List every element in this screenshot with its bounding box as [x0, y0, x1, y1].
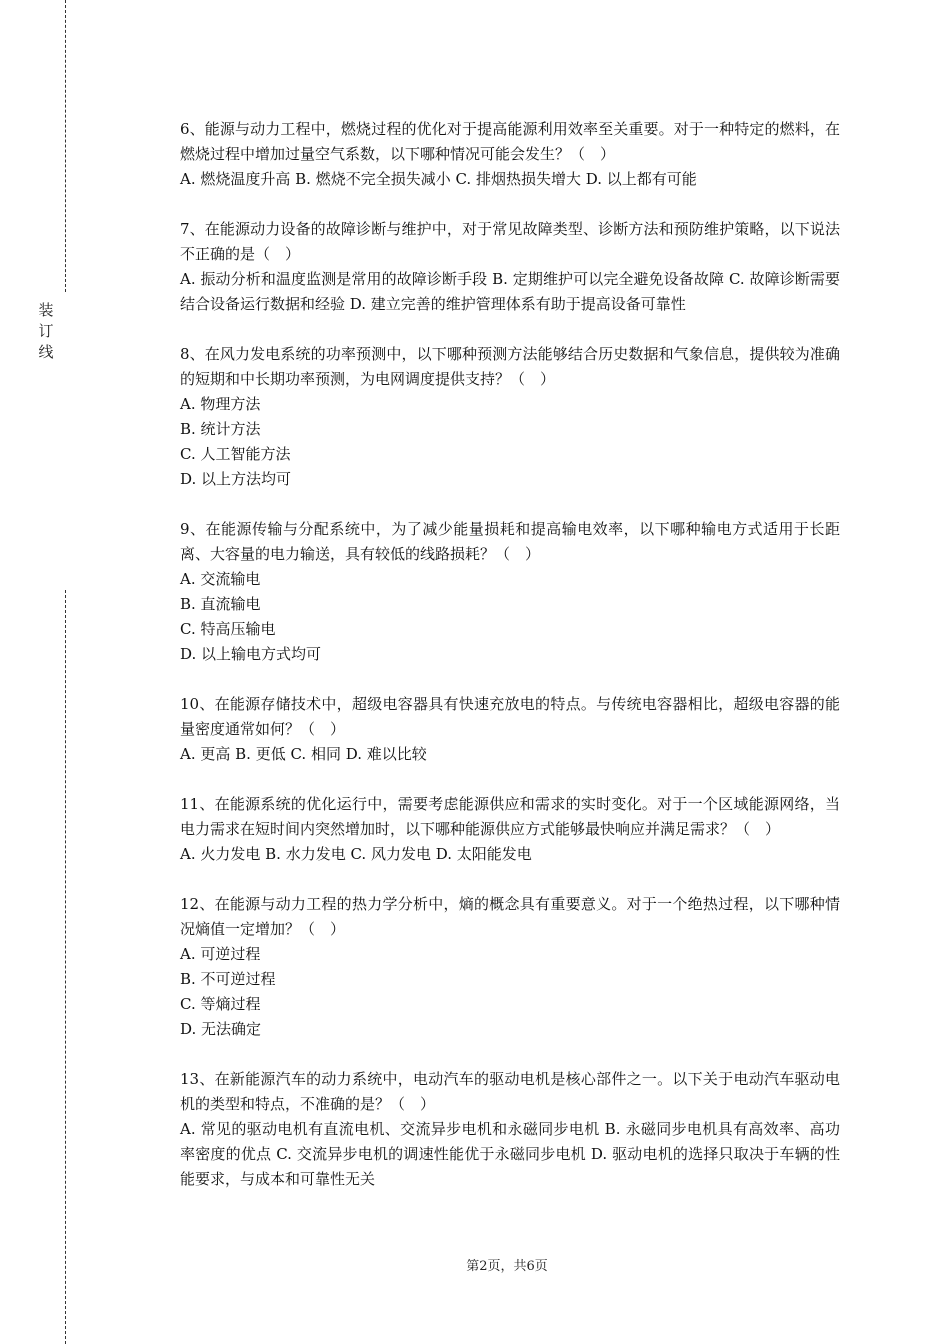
question-stem: 8、在风力发电系统的功率预测中，以下哪种预测方法能够结合历史数据和气象信息，提供较为准确的短期和中长期功率预测，为电网调度提供支持？（ ）: [180, 345, 840, 388]
question-options: A. 燃烧温度升高 B. 燃烧不完全损失减小 C. 排烟热损失增大 D. 以上都有可能: [180, 170, 697, 188]
option-d: D. 以上输电方式均可: [180, 645, 322, 663]
question-7: [180, 217, 840, 317]
question-options: A. 更高 B. 更低 C. 相同 D. 难以比较: [180, 745, 427, 763]
question-stem: 10、在能源存储技术中，超级电容器具有快速充放电的特点。与传统电容器相比，超级电容器的能量密度通常如何？（ ）: [180, 695, 840, 738]
question-options: A. 火力发电 B. 水力发电 C. 风力发电 D. 太阳能发电: [180, 845, 532, 863]
question-6: [180, 117, 840, 192]
question-stem: 13、在新能源汽车的动力系统中，电动汽车的驱动电机是核心部件之一。以下关于电动汽车驱动电机的类型和特点，不准确的是？（ ）: [180, 1070, 840, 1113]
option-a: A. 交流输电: [180, 570, 261, 588]
binding-char: 装: [38, 301, 54, 319]
question-10: [180, 692, 840, 767]
question-list: [180, 117, 840, 1217]
question-13: [180, 1067, 840, 1192]
option-a: A. 可逆过程: [180, 945, 261, 963]
page-number: 第2页，共6页: [466, 1259, 548, 1274]
question-stem: 12、在能源与动力工程的热力学分析中，熵的概念具有重要意义。对于一个绝热过程，以下哪种情况熵值一定增加？（ ）: [180, 895, 840, 938]
question-stem: 9、在能源传输与分配系统中，为了减少能量损耗和提高输电效率，以下哪种输电方式适用于长距离、大容量的电力输送，具有较低的线路损耗？（ ）: [180, 520, 840, 563]
option-c: C. 等熵过程: [180, 995, 261, 1013]
binding-char: 订: [38, 322, 54, 340]
binding-label: [36, 300, 56, 363]
binding-char: 线: [38, 343, 54, 361]
option-b: B. 直流输电: [180, 595, 261, 613]
question-stem: 7、在能源动力设备的故障诊断与维护中，对于常见故障类型、诊断方法和预防维护策略，以下说法不正确的是（ ）: [180, 220, 840, 263]
question-stem: 11、在能源系统的优化运行中，需要考虑能源供应和需求的实时变化。对于一个区域能源网络，当电力需求在短时间内突然增加时，以下哪种能源供应方式能够最快响应并满足需求？（ ）: [180, 795, 840, 838]
binding-line-bottom: [65, 590, 66, 1344]
option-d: D. 无法确定: [180, 1020, 262, 1038]
binding-line-top: [65, 0, 66, 292]
option-a: A. 物理方法: [180, 395, 261, 413]
question-12: [180, 892, 840, 1042]
question-9: [180, 517, 840, 667]
option-c: C. 特高压输电: [180, 620, 276, 638]
question-11: [180, 792, 840, 867]
question-options: A. 常见的驱动电机有直流电机、交流异步电机和永磁同步电机 B. 永磁同步电机具有高效率、高功率密度的优点 C. 交流异步电机的调速性能优于永磁同步电机 D. 驱动电机的选择只取决于车辆的性能要求，与成本和可靠性无关: [180, 1120, 840, 1188]
question-stem: 6、能源与动力工程中，燃烧过程的优化对于提高能源利用效率至关重要。对于一种特定的燃料，在燃烧过程中增加过量空气系数，以下哪种情况可能会发生？（ ）: [180, 120, 840, 163]
question-options: A. 振动分析和温度监测是常用的故障诊断手段 B. 定期维护可以完全避免设备故障 C. 故障诊断需要结合设备运行数据和经验 D. 建立完善的维护管理体系有助于提高设备可靠性: [180, 270, 840, 313]
option-b: B. 不可逆过程: [180, 970, 276, 988]
question-8: [180, 342, 840, 492]
option-c: C. 人工智能方法: [180, 445, 291, 463]
option-b: B. 统计方法: [180, 420, 261, 438]
option-d: D. 以上方法均可: [180, 470, 292, 488]
